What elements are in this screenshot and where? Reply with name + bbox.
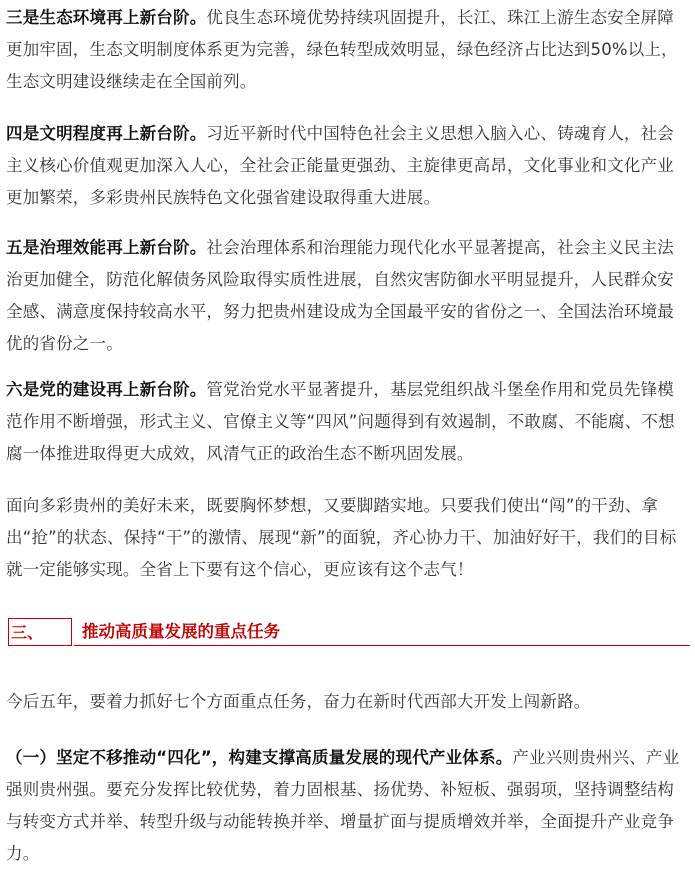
- paragraph-civilization: [6, 118, 690, 214]
- paragraph-body: 优良生态环境优势持续巩固提升，长江、珠江上游生态安全屏障更加牢固，生态文明制度体系更为完善，绿色转型成效明显，绿色经济占比达到50%以上，生态文明建设继续走在全国前列。: [6, 8, 678, 91]
- paragraph-body: 习近平新时代中国特色社会主义思想入脑入心、铸魂育人，社会主义核心价值观更加深入人心，全社会正能量更强劲、主旋律更高昂，文化事业和文化产业更加繁荣，多彩贵州民族特色文化强省建设取得重大进展。: [6, 124, 675, 207]
- section-underline: [74, 645, 690, 646]
- paragraph-heading: 四是文明程度再上新台阶。: [6, 124, 207, 143]
- task-body: 产业兴则贵州兴、产业强则贵州强。要充分发挥比较优势，着力固根基、扬优势、补短板、强弱项，坚持调整结构与转变方式并举、转型升级与动能转换并举、增量扩面与提质增效并举，全面提升产业竞争力。: [6, 748, 680, 863]
- section-title: 推动高质量发展的重点任务: [82, 622, 280, 641]
- paragraph-governance: [6, 232, 690, 360]
- paragraph-heading: 三是生态环境再上新台阶。: [6, 8, 207, 27]
- paragraph-party-building: [6, 374, 690, 470]
- paragraph-body: 社会治理体系和治理能力现代化水平显著提高，社会主义民主法治更加健全，防范化解债务风险取得实质性进展，自然灾害防御水平明显提升，人民群众安全感、满意度保持较高水平，努力把贵州建设成为全国最平安的省份之一、全国法治环境最优的省份之一。: [6, 238, 675, 353]
- paragraph-body: 管党治党水平显著提升，基层党组织战斗堡垒作用和党员先锋模范作用不断增强，形式主义、官僚主义等“四风”问题得到有效遏制，不敢腐、不能腐、不想腐一体推进取得更大成效，风清气正的政治生态不断巩固发展。: [6, 380, 675, 463]
- task-paragraph: [6, 742, 690, 870]
- paragraph-heading: 六是党的建设再上新台阶。: [6, 380, 207, 399]
- closing-paragraph: 面向多彩贵州的美好未来，既要胸怀梦想，又要脚踏实地。只要我们使出“闯”的干劲、拿出“抢”的状态、保持“干”的激情、展现“新”的面貌，齐心协力干、加油好好干，我们的目标就一定能够实现。全省上下要有这个信心，更应该有这个志气！: [6, 496, 677, 579]
- section-header: [8, 618, 690, 648]
- task-heading: （一）坚定不移推动“四化”，构建支撑高质量发展的现代产业体系。: [6, 748, 513, 767]
- paragraph-heading: 五是治理效能再上新台阶。: [6, 238, 207, 257]
- section-number: 三、: [8, 618, 72, 646]
- intro-paragraph: 今后五年，要着力抓好七个方面重点任务，奋力在新时代西部大开发上闯新路。: [6, 692, 591, 711]
- paragraph-ecology: [6, 2, 690, 98]
